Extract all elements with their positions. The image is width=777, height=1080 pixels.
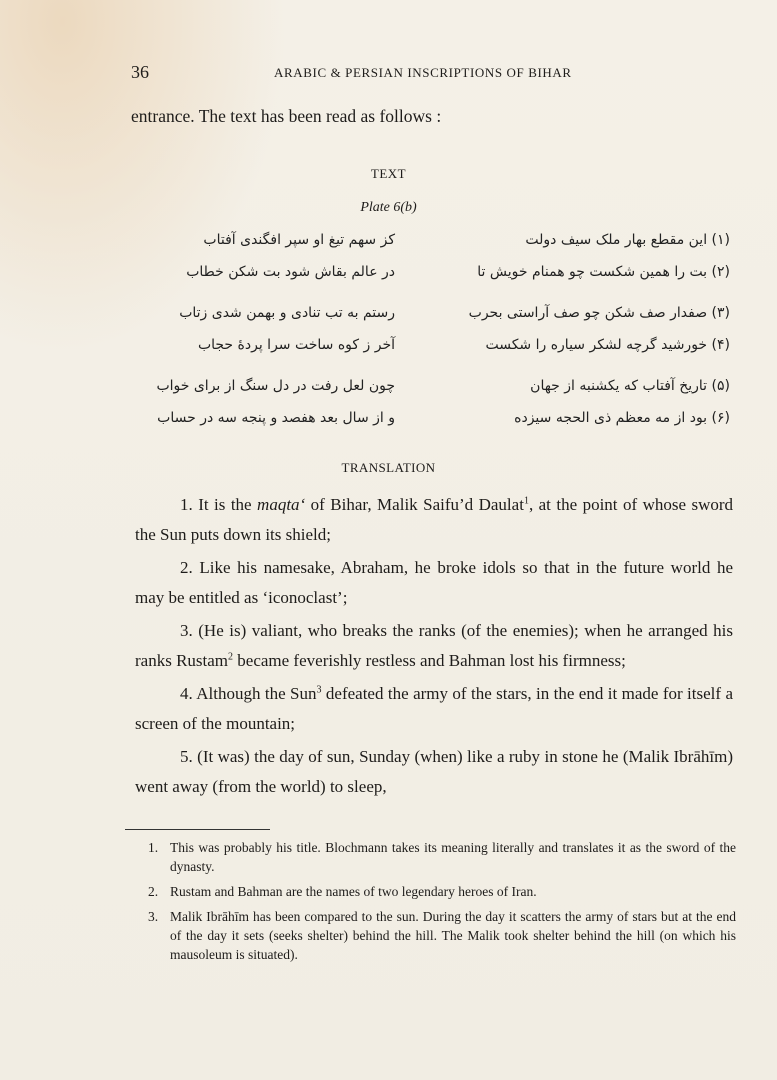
- translation-paragraph: 2. Like his namesake, Abraham, he broke idols so that in the future world he may be entitled as ‘iconoclast’;: [135, 558, 733, 607]
- footnote: [148, 882, 736, 901]
- verse-second-hemistich: کز سهم تیغ او سپر افگندی آفتاب: [203, 232, 395, 248]
- persian-verses: [156, 232, 730, 442]
- text-heading: TEXT: [370, 166, 407, 181]
- verse-row: [156, 378, 730, 410]
- verse-second-hemistich: رستم به تب تنادی و بهمن شدی زتاب: [179, 305, 395, 321]
- verse-row: [160, 337, 730, 369]
- footnote-text: This was probably his title. Blochmann takes its meaning literally and translates it as the sword of the dynasty.: [170, 840, 736, 874]
- verse-second-hemistich: و از سال بعد هفصد و پنجه سه در حساب: [157, 410, 395, 426]
- footnote-ref: 2: [228, 651, 234, 663]
- verse-row: [160, 264, 730, 296]
- verse-first-hemistich: (۵) تاریخ آفتاب که یکشنبه از جهان: [530, 378, 730, 394]
- footnote-ref: 3: [316, 684, 322, 696]
- paragraph-number: 2.: [180, 558, 193, 577]
- footnote-number: 1.: [148, 840, 159, 855]
- page-header: [131, 62, 733, 86]
- verse-row: [160, 232, 730, 264]
- footnote-text: Malik Ibrāhīm has been compared to the sun. During the day it scatters the army of stars but at the end of the day it sets (seeks shelter) behind the hill. The Malik took shelter behind the hill (on which his mausoleum is situated).: [170, 909, 736, 962]
- paragraph-number: 1.: [180, 495, 193, 514]
- verse-second-hemistich: آخر ز کوه ساخت سرا پردهٔ حجاب: [197, 337, 395, 353]
- footnote-text: Rustam and Bahman are the names of two legendary heroes of Iran.: [170, 884, 537, 899]
- verse-row: [157, 410, 730, 442]
- paragraph-number: 4.: [180, 684, 193, 703]
- footnote: [148, 907, 736, 964]
- translation-paragraph: 3. (He is) valiant, who breaks the ranks (of the enemies); when he arranged his ranks Rustam$^2$ became feverishly restless and Bahman lost his firmness;: [135, 621, 733, 670]
- verse-first-hemistich: (۳) صفدار صف شکن چو صف آراستی بحرب: [468, 305, 730, 321]
- footnotes: [148, 838, 736, 970]
- translation-paragraph: 5. (It was) the day of sun, Sunday (when) like a ruby in stone he (Malik Ibrāhīm) went away (from the world) to sleep,: [135, 747, 733, 796]
- verse-row: [160, 305, 730, 337]
- translation-body: [135, 490, 733, 805]
- footnote-ref: 1: [523, 495, 529, 507]
- footnote: [148, 838, 736, 876]
- translation-paragraph: 1. It is the maqta‘ of Bihar, Malik Saifu’d Daulat$^1$, at the point of whose sword the Sun puts down its shield;: [135, 495, 734, 544]
- italic-term: maqta‘: [257, 495, 306, 514]
- page-number: 36: [131, 62, 149, 82]
- footnote-number: 3.: [148, 909, 159, 924]
- verse-first-hemistich: (۲) بت را همین شکست چو همنام خویش تا: [477, 264, 730, 280]
- verse-first-hemistich: (۶) بود از مه معظم ذی الحجه سیزده: [514, 410, 730, 426]
- verse-first-hemistich: (۱) این مقطع بهار ملک سیف دولت: [525, 232, 730, 248]
- footnote-number: 2.: [148, 884, 159, 899]
- paragraph-number: 3.: [180, 621, 193, 640]
- verse-second-hemistich: در عالم بقاش شود بت شکن خطاب: [186, 264, 395, 280]
- translation-paragraph: 4. Although the Sun$^3$ defeated the army of the stars, in the end it made for itself a screen of the mountain;: [135, 684, 734, 733]
- verse-first-hemistich: (۴) خورشید گرچه لشکر سیاره را شکست: [485, 337, 730, 353]
- verse-second-hemistich: چون لعل رفت در دل سنگ از برای خواب: [156, 378, 395, 394]
- footnote-divider: [125, 829, 270, 830]
- plate-label: Plate 6(b): [360, 200, 417, 215]
- translation-heading: TRANSLATION: [341, 460, 436, 475]
- running-head: ARABIC & PERSIAN INSCRIPTIONS OF BIHAR: [274, 65, 572, 80]
- paragraph-number: 5.: [180, 747, 193, 766]
- lead-line: entrance. The text has been read as follows :: [131, 106, 442, 126]
